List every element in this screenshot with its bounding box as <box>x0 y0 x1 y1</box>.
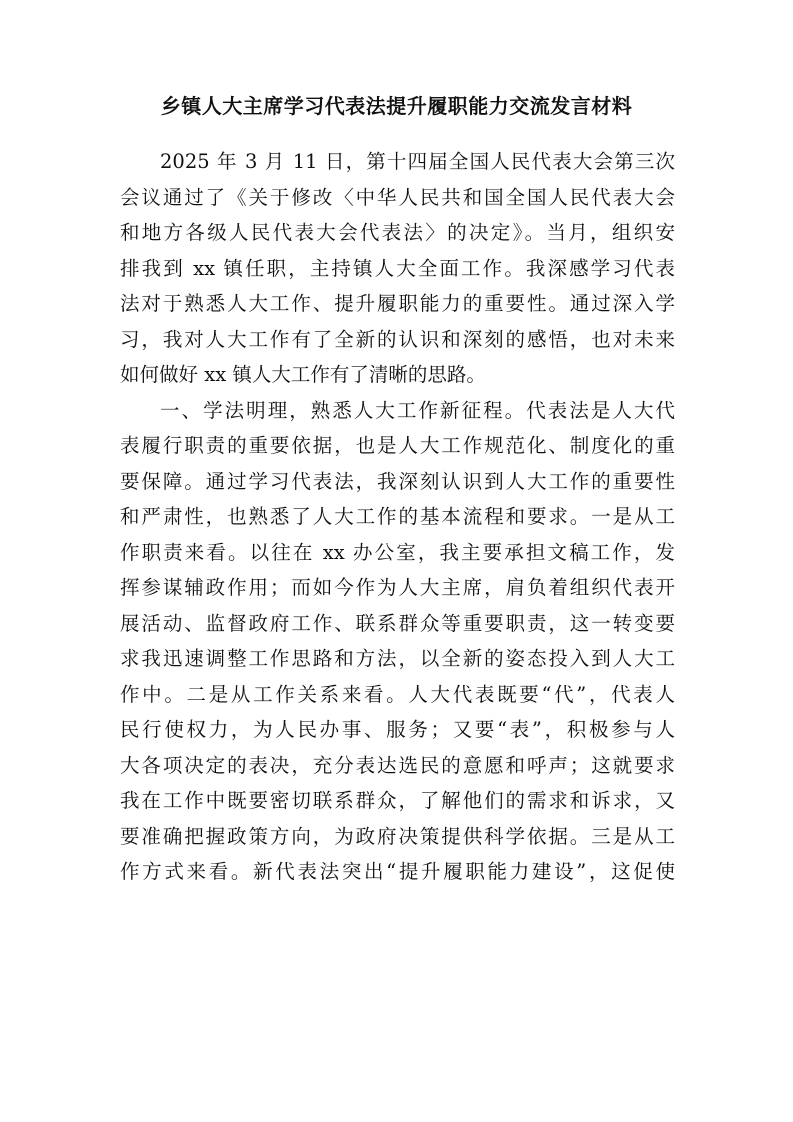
paragraph-line: 作中。二是从工作关系来看。人大代表既要“代”，代表人 <box>120 682 675 706</box>
document-title: 乡镇人大主席学习代表法提升履职能力交流发言材料 <box>160 94 633 118</box>
paragraph-line: 排我到 xx 镇任职，主持镇人大全面工作。我深感学习代表 <box>120 256 675 280</box>
paragraph-line: 和地方各级人民代表大会代表法〉的决定》。当月，组织安 <box>120 221 675 244</box>
paragraph-line: 大各项决定的表决，充分表达选民的意愿和呼声；这就要求 <box>120 753 675 777</box>
paragraph-line: 挥参谋辅政作用；而如今作为人大主席，肩负着组织代表开 <box>120 576 675 599</box>
paragraph-line: 展活动、监督政府工作、联系群众等重要职责，这一转变要 <box>120 611 675 635</box>
document-body <box>120 144 675 890</box>
paragraph-line: 一、学法明理，熟悉人大工作新征程。代表法是人大代 <box>160 398 675 422</box>
paragraph-line: 如何做好 xx 镇人大工作有了清晰的思路。 <box>120 363 486 386</box>
paragraph-line: 表履行职责的重要依据，也是人大工作规范化、制度化的重 <box>120 434 675 457</box>
paragraph-line: 作方式来看。新代表法突出“提升履职能力建设”，这促使 <box>120 860 675 883</box>
paragraph-line: 求我迅速调整工作思路和方法，以全新的姿态投入到人大工 <box>120 647 675 670</box>
paragraph-line: 要准确把握政策方向，为政府决策提供科学依据。三是从工 <box>120 824 675 848</box>
paragraph-line: 民行使权力，为人民办事、服务；又要“表”，积极参与人 <box>120 718 675 741</box>
paragraph-line: 会议通过了《关于修改〈中华人民共和国全国人民代表大会 <box>120 185 675 209</box>
paragraph-line: 法对于熟悉人大工作、提升履职能力的重要性。通过深入学 <box>120 292 675 315</box>
paragraph-line: 习，我对人大工作有了全新的认识和深刻的感悟，也对未来 <box>120 327 675 351</box>
paragraph-line: 和严肃性，也熟悉了人大工作的基本流程和要求。一是从工 <box>120 505 675 528</box>
paragraph-line: 我在工作中既要密切联系群众，了解他们的需求和诉求，又 <box>120 789 675 812</box>
paragraph-line: 作职责来看。以往在 xx 办公室，我主要承担文稿工作，发 <box>120 540 675 564</box>
paragraph-line: 2025 年 3 月 11 日，第十四届全国人民代表大会第三次 <box>160 150 675 173</box>
paragraph-line: 要保障。通过学习代表法，我深刻认识到人大工作的重要性 <box>120 469 675 493</box>
